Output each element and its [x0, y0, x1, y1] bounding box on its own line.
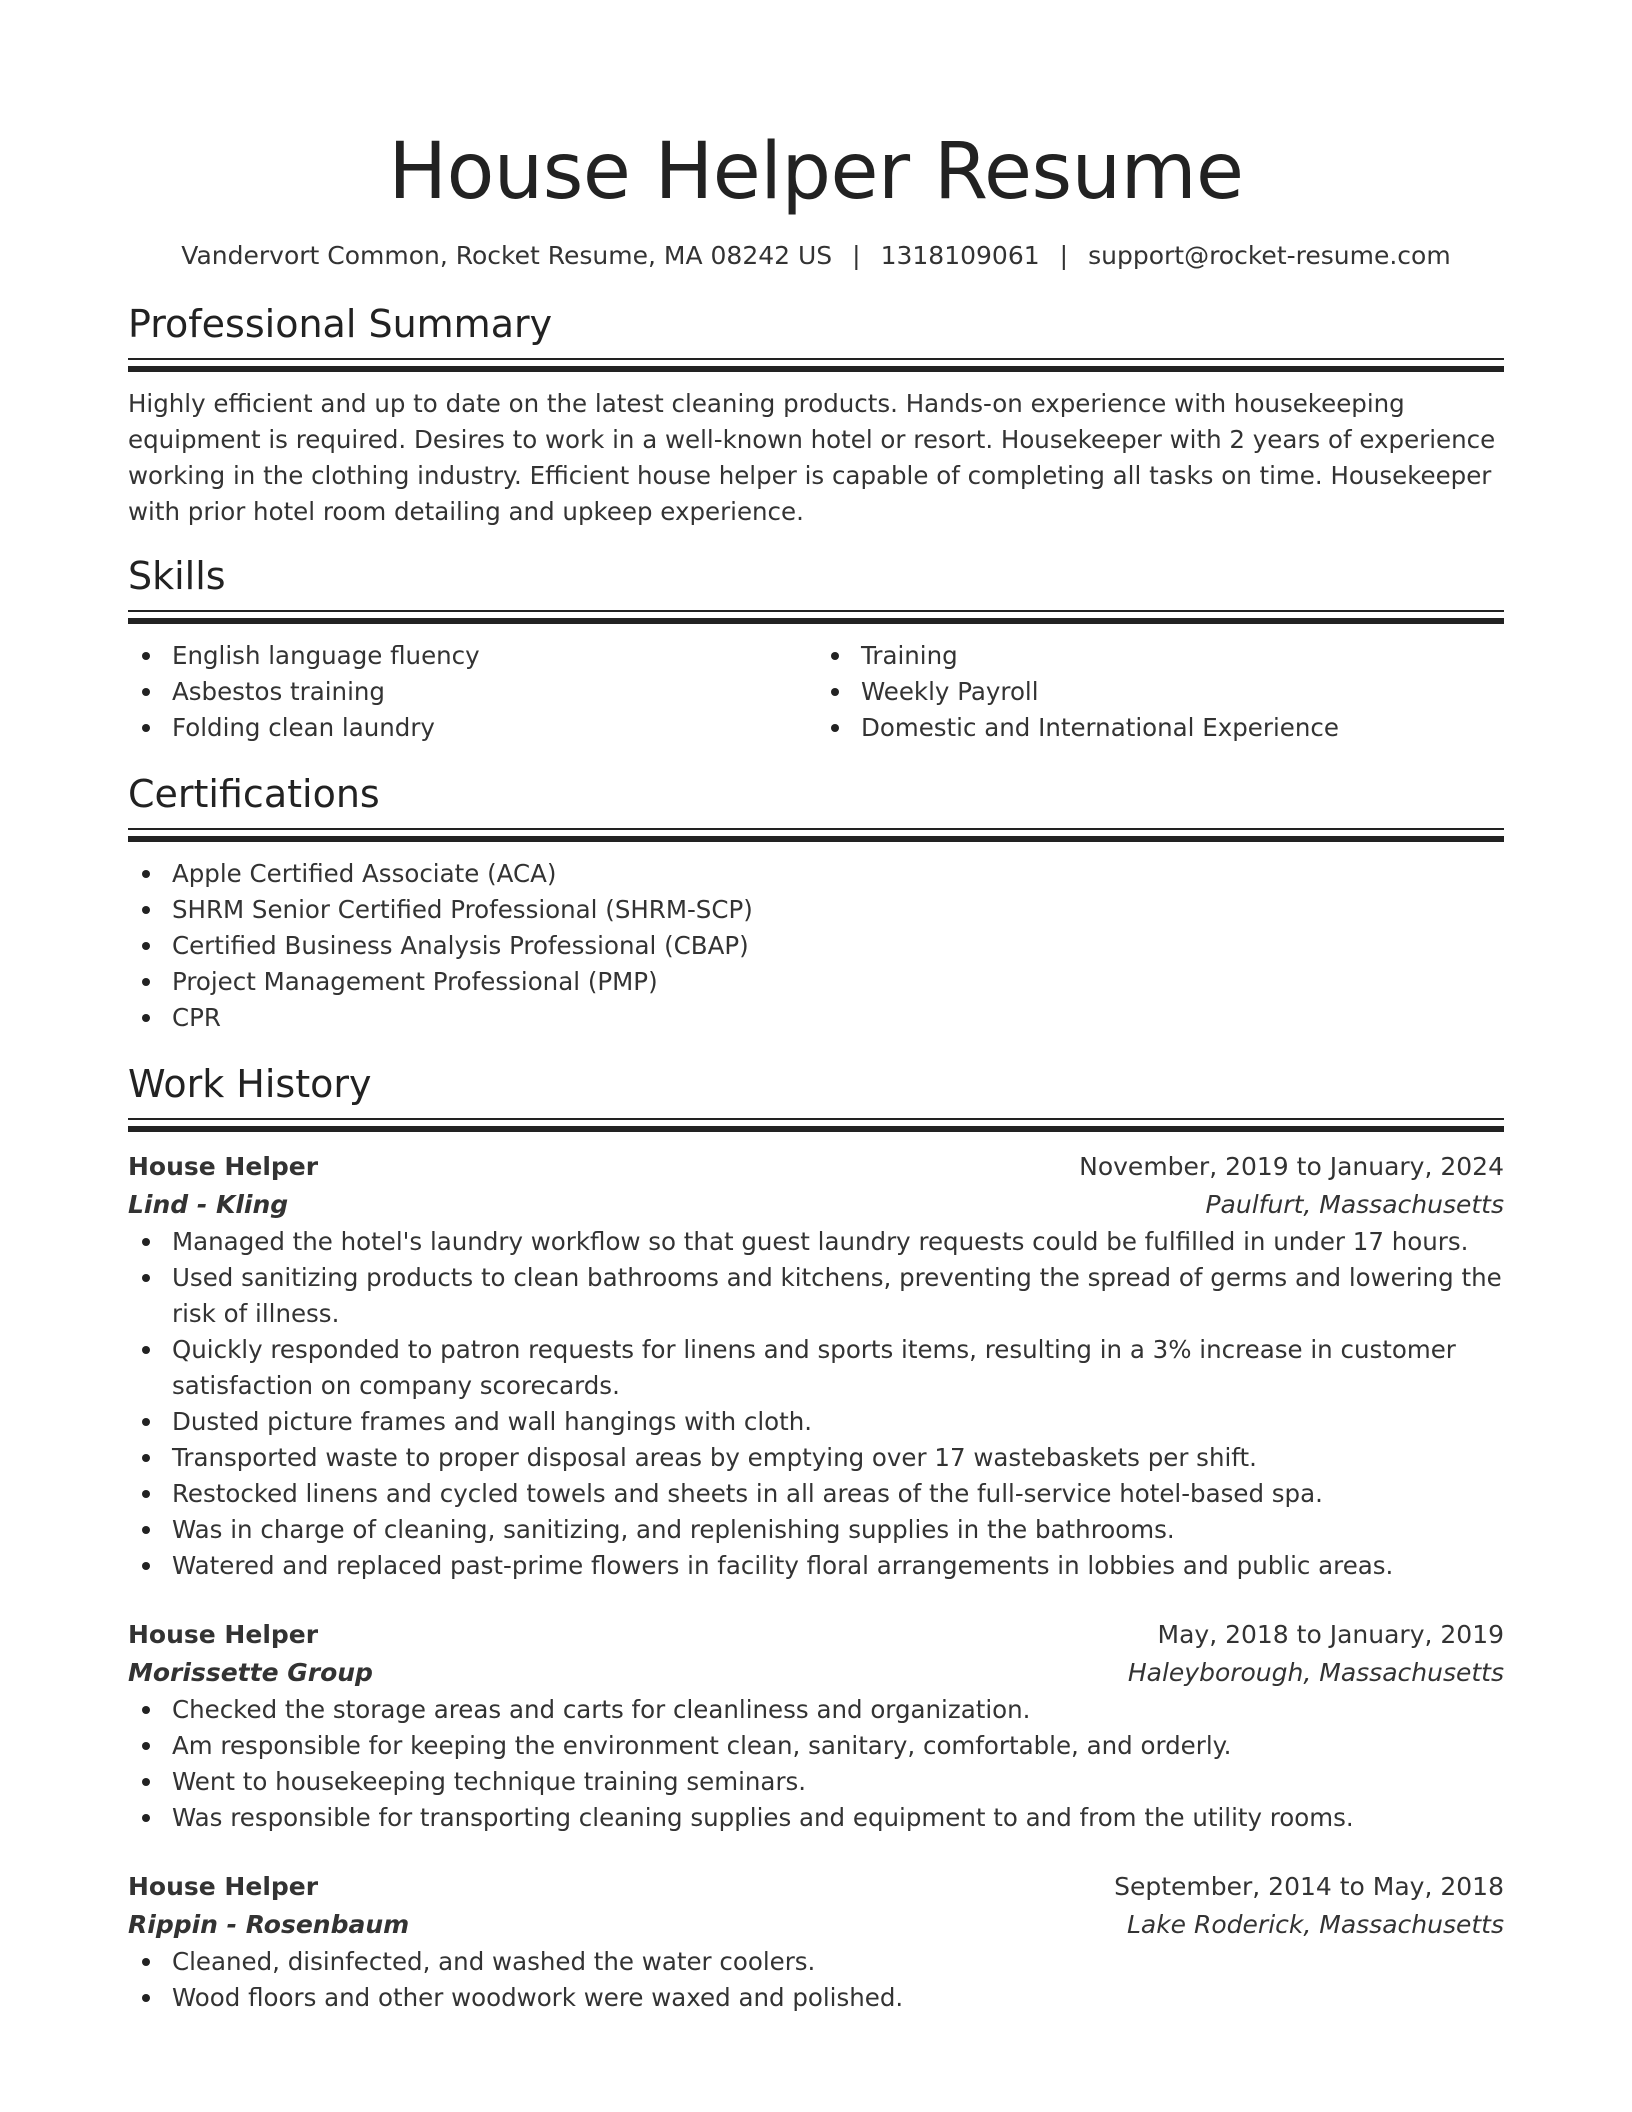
list-item: Transported waste to proper disposal areas by emptying over 17 wastebaskets per shift. — [128, 1440, 1504, 1476]
contact-separator: | — [852, 241, 861, 270]
job-bullets — [128, 1692, 1504, 1836]
section-heading-work-history: Work History — [128, 1062, 372, 1106]
job-dates: May, 2018 to January, 2019 — [1157, 1620, 1504, 1649]
section-divider — [128, 828, 1504, 842]
job-location: Paulfurt, Massachusetts — [1205, 1190, 1504, 1219]
job-company: Rippin - Rosenbaum — [128, 1910, 410, 1939]
skills-section — [128, 554, 1504, 746]
job-bullets — [128, 1224, 1504, 1584]
section-heading-summary: Professional Summary — [128, 302, 553, 346]
section-heading-skills: Skills — [128, 554, 226, 598]
job-entry — [128, 1868, 1504, 2016]
contact-separator: | — [1059, 241, 1069, 270]
list-item: Checked the storage areas and carts for cleanliness and organization. — [128, 1692, 1504, 1728]
job-location: Lake Roderick, Massachusetts — [1126, 1910, 1504, 1939]
skills-list-left — [128, 638, 815, 746]
list-item: Quickly responded to patron requests for linens and sports items, resulting in a 3% increase in customer satisfaction on company scorecards. — [128, 1332, 1504, 1404]
job-subheader — [128, 1906, 1504, 1944]
work-history-section — [128, 1062, 1504, 2016]
list-item: Apple Certified Associate (ACA) — [128, 856, 1504, 892]
job-title: House Helper — [128, 1620, 319, 1649]
job-header — [128, 1148, 1504, 1186]
list-item: Folding clean laundry — [128, 710, 815, 746]
resume-content — [128, 0, 1504, 2016]
section-divider — [128, 1118, 1504, 1132]
job-location: Haleyborough, Massachusetts — [1127, 1658, 1504, 1687]
list-item: Training — [817, 638, 1504, 674]
list-item: Asbestos training — [128, 674, 815, 710]
job-dates: November, 2019 to January, 2024 — [1079, 1152, 1504, 1181]
job-entry — [128, 1148, 1504, 1584]
list-item: Project Management Professional (PMP) — [128, 964, 1504, 1000]
skills-list-right — [815, 638, 1504, 746]
skills-grid — [128, 638, 1504, 746]
list-item: Managed the hotel's laundry workflow so that guest laundry requests could be fulfilled in under 17 hours. — [128, 1224, 1504, 1260]
job-company: Lind - Kling — [128, 1190, 289, 1219]
job-dates: September, 2014 to May, 2018 — [1114, 1872, 1504, 1901]
certifications-list — [128, 856, 1504, 1036]
list-item: SHRM Senior Certified Professional (SHRM-SCP) — [128, 892, 1504, 928]
list-item: Domestic and International Experience — [817, 710, 1504, 746]
list-item: Dusted picture frames and wall hangings with cloth. — [128, 1404, 1504, 1440]
job-header — [128, 1616, 1504, 1654]
summary-text: Highly efficient and up to date on the latest cleaning products. Hands-on experience with housekeeping equipment is required. Desires to work in a well-known hotel or resort. Housekeeper with 2 years of experience working in the clothing industry. Efficient house helper is capable of completing all tasks on time. Housekeeper with prior hotel room detailing and upkeep experience. — [128, 389, 1496, 526]
summary-section — [128, 302, 1504, 530]
list-item: Went to housekeeping technique training seminars. — [128, 1764, 1504, 1800]
job-title: House Helper — [128, 1872, 319, 1901]
list-item: Weekly Payroll — [817, 674, 1504, 710]
job-title: House Helper — [128, 1152, 319, 1181]
list-item: Was responsible for transporting cleaning supplies and equipment to and from the utility rooms. — [128, 1800, 1504, 1836]
list-item: Cleaned, disinfected, and washed the water coolers. — [128, 1944, 1504, 1980]
section-heading-certifications: Certifications — [128, 772, 380, 816]
section-divider — [128, 610, 1504, 624]
list-item: Certified Business Analysis Professional (CBAP) — [128, 928, 1504, 964]
contact-address: Vandervort Common, Rocket Resume, MA 08242 US — [181, 241, 833, 270]
list-item: Wood floors and other woodwork were waxed and polished. — [128, 1980, 1504, 2016]
job-bullets — [128, 1944, 1504, 2016]
contact-email[interactable]: support@rocket-resume.com — [1088, 241, 1451, 270]
page-title: House Helper Resume — [388, 127, 1244, 217]
list-item: Was in charge of cleaning, sanitizing, and replenishing supplies in the bathrooms. — [128, 1512, 1504, 1548]
job-subheader — [128, 1654, 1504, 1692]
list-item: Restocked linens and cycled towels and sheets in all areas of the full-service hotel-based spa. — [128, 1476, 1504, 1512]
list-item: English language fluency — [128, 638, 815, 674]
job-subheader — [128, 1186, 1504, 1224]
section-divider — [128, 358, 1504, 372]
job-entry — [128, 1616, 1504, 1836]
list-item: Am responsible for keeping the environment clean, sanitary, comfortable, and orderly. — [128, 1728, 1504, 1764]
contact-line — [128, 240, 1504, 272]
list-item: Used sanitizing products to clean bathrooms and kitchens, preventing the spread of germs and lowering the risk of illness. — [128, 1260, 1504, 1332]
list-item: Watered and replaced past-prime flowers in facility floral arrangements in lobbies and public areas. — [128, 1548, 1504, 1584]
list-item: CPR — [128, 1000, 1504, 1036]
job-company: Morissette Group — [128, 1658, 373, 1687]
job-header — [128, 1868, 1504, 1906]
contact-phone: 1318109061 — [880, 241, 1040, 270]
certifications-section — [128, 772, 1504, 1036]
